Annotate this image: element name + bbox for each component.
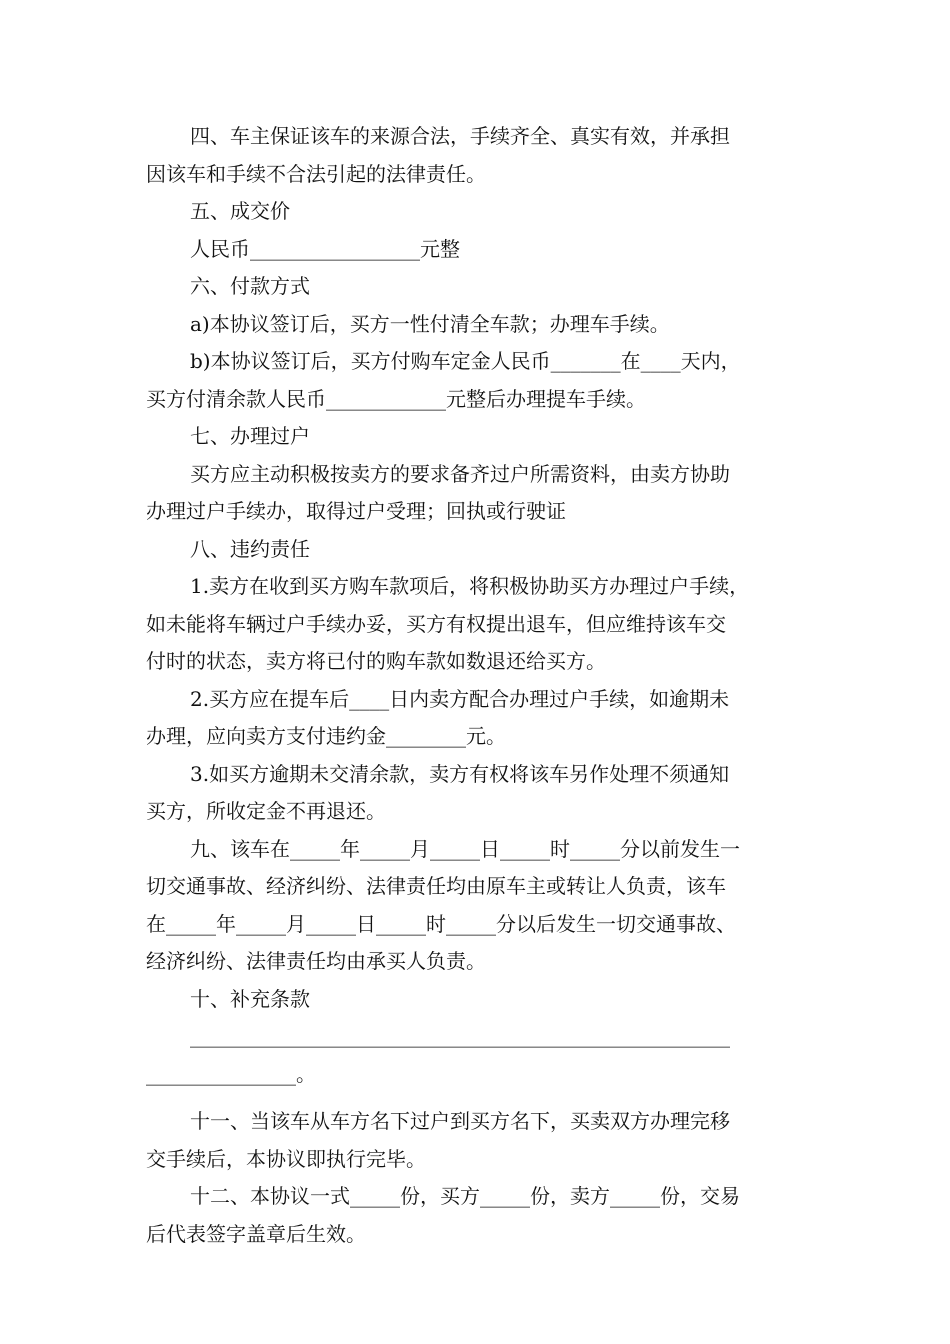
section-heading: 六、付款方式	[190, 274, 310, 298]
section-heading: 五、成交价	[190, 199, 290, 223]
paragraph-line: 1.卖方在收到买方购车款项后，将积极协助买方办理过户手续，	[190, 574, 750, 598]
paragraph-line: 经济纠纷、法律责任均由承买人负责。	[146, 949, 486, 973]
paragraph-line: 四、车主保证该车的来源合法，手续齐全、真实有效，并承担	[190, 124, 730, 148]
paragraph-line: 办理，应向卖方支付违约金________元。	[146, 724, 506, 748]
document-page	[146, 118, 810, 1253]
paragraph-line: 在_____年_____月_____日_____时_____分以后发生一切交通事故、	[146, 911, 736, 936]
paragraph-line: 切交通事故、经济纠纷、法律责任均由原车主或转让人负责，该车	[146, 874, 726, 898]
paragraph-line: 九、该车在_____年_____月_____日_____时_____分以前发生一	[190, 836, 740, 861]
paragraph-line: 十二、本协议一式_____份，买方_____份，卖方_____份，交易	[190, 1184, 740, 1208]
paragraph-line: 买方，所收定金不再退还。	[146, 799, 386, 823]
paragraph-line: 3.如买方逾期未交清余款，卖方有权将该车另作处理不须通知	[190, 761, 730, 786]
paragraph-line: 买方付清余款人民币____________元整后办理提车手续。	[146, 386, 646, 411]
blank-line: ______________________________________________________	[190, 1024, 730, 1048]
paragraph-line: 2.买方应在提车后____日内卖方配合办理过户手续，如逾期未	[190, 686, 730, 711]
section-heading: 七、办理过户	[190, 424, 310, 448]
paragraph-line: 人民币_________________元整	[190, 236, 460, 261]
section-heading: 十、补充条款	[190, 986, 310, 1011]
paragraph-line: 交手续后，本协议即执行完毕。	[146, 1146, 426, 1171]
blank-line: _______________。	[146, 1061, 316, 1086]
paragraph-line: b)本协议签订后，买方付购车定金人民币_______在____天内，	[190, 349, 741, 373]
section-heading: 八、违约责任	[190, 536, 310, 561]
paragraph-line: 付时的状态，卖方将已付的购车款如数退还给买方。	[146, 649, 606, 673]
paragraph-line: 十一、当该车从车方名下过户到买方名下，买卖双方办理完移	[190, 1109, 730, 1133]
paragraph-line: a)本协议签订后，买方一性付清全车款；办理车手续。	[190, 311, 670, 336]
spacer	[146, 1093, 810, 1103]
paragraph-line: 如未能将车辆过户手续办妥，买方有权提出退车，但应维持该车交	[146, 611, 726, 636]
paragraph-line: 后代表签字盖章后生效。	[146, 1221, 366, 1246]
paragraph-line: 办理过户手续办，取得过户受理；回执或行驶证	[146, 499, 566, 523]
paragraph-line: 因该车和手续不合法引起的法律责任。	[146, 161, 486, 186]
paragraph-line: 买方应主动积极按卖方的要求备齐过户所需资料，由卖方协助	[190, 461, 730, 486]
